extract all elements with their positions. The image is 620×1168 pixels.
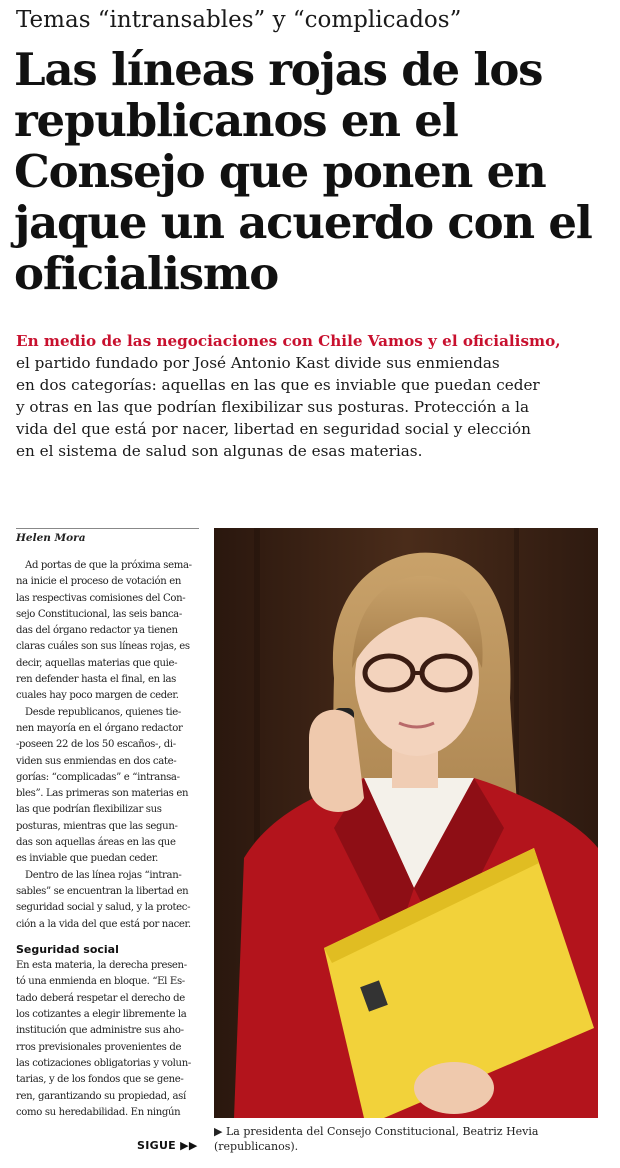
author-divider [16,528,199,529]
standfirst-line: el partido fundado por José Antonio Kast divide sus enmiendas [16,354,500,372]
body-line: los cotizantes a elegir libremente la [16,1009,187,1021]
body-line: cuales hay poco margen de ceder. [16,690,179,702]
article-body [16,558,200,1121]
headline-line: Consejo que ponen en [14,145,546,198]
body-line: bles”. Las primeras son materias en [16,788,189,800]
standfirst-lead: En medio de las negociaciones con Chile Vamos y el oficialismo, [16,332,561,350]
body-line: viden sus enmiendas en dos cate- [16,755,177,767]
caption-line: ▶ La presidenta del Consejo Constitucional, Beatriz Hevia [214,1125,539,1138]
kicker: Temas “intransables” y “complicados” [16,7,462,33]
standfirst-line: y otras en las que podrían flexibilizar sus posturas. Protección a la [16,398,530,416]
body-line: sables” se encuentran la libertad en [16,885,189,897]
author-byline: Helen Mora [16,532,86,544]
body-line: ción a la vida del que está por nacer. [16,918,191,930]
body-line: tado deberá respetar el derecho de [16,992,185,1004]
body-line: decir, aquellas materias que quie- [16,657,178,669]
body-line: En esta materia, la derecha presen- [16,960,187,972]
body-line: tarias, y de los fondos que se gene- [16,1074,184,1086]
body-line: das del órgano redactor ya tienen [16,625,178,637]
photo-illustration [214,528,598,1118]
body-line: nen mayoría en el órgano redactor [16,722,183,734]
body-line: tó una enmienda en bloque. “El Es- [16,976,185,988]
standfirst-line: en el sistema de salud son algunas de esas materias. [16,442,423,460]
photo-caption [214,1124,604,1154]
body-line: las respectivas comisiones del Con- [16,592,186,604]
body-line: es inviable que puedan ceder. [16,853,159,865]
standfirst-line: en dos categorías: aquellas en las que es inviable que puedan ceder [16,376,540,394]
headline-line: oficialismo [14,247,279,300]
body-line: institución que administre sus aho- [16,1025,184,1037]
subheading: Seguridad social [16,942,119,956]
body-line: Dentro de las línea rojas “intran- [25,869,182,881]
caption-line: (republicanos). [214,1140,299,1153]
body-line: posturas, mientras que las segun- [16,820,178,832]
body-line: ren defender hasta el final, en las [16,674,176,686]
headline-line: republicanos en el [14,94,458,147]
headline-line: jaque un acuerdo con el [14,196,592,249]
body-line: gorías: “complicadas” e “intransa- [16,771,180,783]
headline-line: Las líneas rojas de los [14,43,543,96]
body-line: seguridad social y salud, y la protec- [16,902,191,914]
body-line: Ad portas de que la próxima sema- [25,560,192,571]
continue-indicator: SIGUE ▶▶ [137,1139,198,1152]
body-line: Desde republicanos, quienes tie- [25,706,181,718]
headline [14,44,614,299]
article-photo [214,528,598,1118]
standfirst-line: vida del que está por nacer, libertad en seguridad social y elección [16,420,531,438]
body-line: las cotizaciones obligatorias y volun- [16,1057,191,1069]
body-line: ren, garantizando su propiedad, así [16,1090,186,1102]
body-line: -poseen 22 de los 50 escaños-, di- [16,739,176,751]
body-line: claras cuáles son sus líneas rojas, es [16,641,190,653]
body-line: como su heredabilidad. En ningún [16,1106,181,1118]
standfirst [16,330,616,462]
body-line: das son aquellas áreas en las que [16,837,176,849]
body-line: na inicie el proceso de votación en [16,576,182,588]
body-line: rros previsionales provenientes de [16,1041,182,1053]
body-line: las que podrían flexibilizar sus [16,804,162,816]
body-line: sejo Constitucional, las seis banca- [16,608,182,620]
